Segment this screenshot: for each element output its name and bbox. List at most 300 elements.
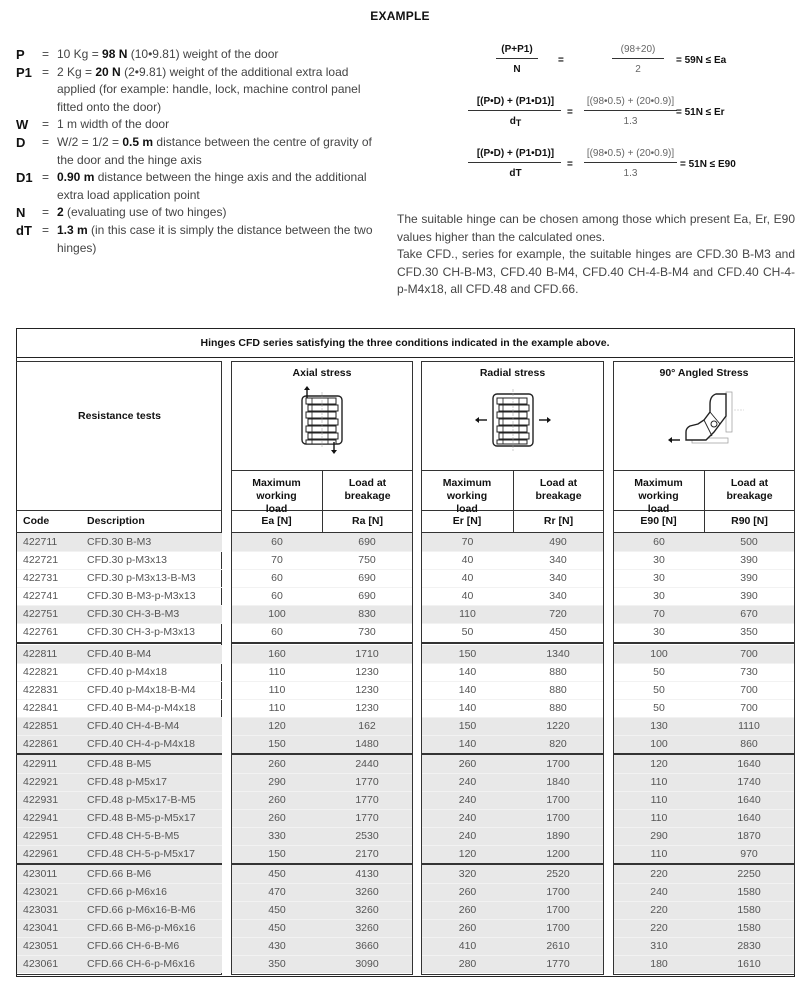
table-row	[614, 569, 794, 587]
definition-item	[16, 116, 386, 134]
table-row	[232, 569, 412, 587]
cell-value-working-load: 150	[458, 720, 477, 732]
cell-value-working-load: 260	[268, 812, 286, 824]
cell-value-breakage: 1200	[546, 848, 570, 860]
row-separator	[422, 901, 603, 902]
row-separator	[17, 623, 222, 624]
table-row	[17, 533, 222, 551]
cell-value-breakage: 3090	[355, 958, 379, 970]
cell-value-breakage: 1890	[546, 830, 570, 842]
cell-value-working-load: 410	[458, 940, 477, 952]
definition-symbol: W	[16, 117, 29, 133]
table-row	[17, 791, 222, 809]
cell-description: CFD.40 B-M4	[87, 648, 152, 660]
column-header-e90: E90 [N]	[640, 515, 677, 527]
table-row	[17, 735, 222, 753]
table-row	[422, 937, 603, 955]
table-row	[422, 901, 603, 919]
cell-value-working-load: 180	[650, 958, 668, 970]
cell-value-working-load: 220	[650, 868, 668, 880]
table-row	[614, 845, 794, 863]
row-separator	[17, 937, 222, 938]
cell-value-breakage: 750	[358, 554, 376, 566]
cell-value-breakage: 880	[549, 684, 567, 696]
cell-value-working-load: 150	[458, 648, 477, 660]
cell-code: 422911	[23, 758, 58, 770]
table-row	[422, 569, 603, 587]
equals-sign: =	[42, 134, 50, 149]
cell-value-breakage: 1640	[737, 812, 761, 824]
fraction-bar	[584, 162, 677, 163]
row-separator	[614, 955, 794, 956]
row-separator	[232, 845, 412, 846]
bold-value: 1.3 m	[57, 222, 88, 237]
cell-value-working-load: 40	[461, 554, 474, 566]
table-row	[17, 663, 222, 681]
cell-value-working-load: 320	[458, 868, 477, 880]
definition-item	[16, 64, 386, 117]
cell-code: 423061	[23, 958, 59, 970]
row-separator	[17, 901, 222, 902]
table-row	[614, 773, 794, 791]
row-separator	[232, 773, 412, 774]
cell-value-breakage: 390	[740, 554, 758, 566]
row-separator	[614, 681, 794, 682]
equals-sign: =	[567, 107, 573, 118]
table-row	[232, 901, 412, 919]
definition-text: 1.3 m (in this case it is simply the distance between the two hinges)	[57, 222, 373, 255]
cell-value-breakage: 690	[358, 572, 376, 584]
cell-value-breakage: 3260	[355, 922, 379, 934]
note-paragraph-1: The suitable hinge can be chosen among those which present Ea, Er, E90 values higher than the calculated ones.	[397, 212, 795, 244]
cell-code: 423041	[23, 922, 59, 934]
cell-code: 422711	[23, 536, 58, 548]
equals-sign: =	[42, 117, 50, 132]
formula-value-denominator: 1.3	[623, 116, 638, 127]
row-separator	[614, 699, 794, 700]
row-separator	[17, 955, 222, 956]
definition-symbol: P	[16, 47, 25, 62]
cell-value-breakage: 1700	[546, 758, 570, 770]
row-separator	[422, 681, 603, 682]
table-row	[614, 955, 794, 973]
cell-value-working-load: 100	[650, 648, 668, 660]
cell-value-working-load: 110	[650, 794, 668, 806]
cell-description: CFD.30 p-M3x13	[87, 554, 167, 566]
cell-description: CFD.48 p-M5x17-B-M5	[87, 794, 196, 806]
cell-value-working-load: 130	[650, 720, 668, 732]
cell-value-working-load: 150	[268, 738, 286, 750]
cell-value-breakage: 1220	[546, 720, 570, 732]
cell-value-breakage: 690	[358, 536, 376, 548]
row-separator	[422, 919, 603, 920]
fraction-bar	[496, 58, 538, 59]
formula-numerator: [(P•D) + (P1•D1)]	[476, 96, 555, 107]
cell-value-working-load: 220	[650, 922, 668, 934]
cell-value-working-load: 70	[271, 554, 283, 566]
cell-description: CFD.48 CH-5-p-M5x17	[87, 848, 195, 860]
cell-value-breakage: 390	[740, 590, 758, 602]
table-row	[232, 663, 412, 681]
equals-sign: =	[42, 47, 50, 61]
table-row	[614, 717, 794, 735]
cell-code: 423011	[23, 868, 58, 880]
cell-value-working-load: 60	[271, 590, 283, 602]
row-separator	[614, 735, 794, 736]
table-row	[614, 937, 794, 955]
cell-value-breakage: 1640	[737, 794, 761, 806]
cell-value-breakage: 730	[358, 626, 376, 638]
table-row	[614, 645, 794, 663]
row-separator	[17, 605, 222, 606]
cell-description: CFD.40 B-M4-p-M4x18	[87, 702, 196, 714]
cell-value-breakage: 1640	[737, 758, 761, 770]
cell-description: CFD.40 p-M4x18-B-M4	[87, 684, 196, 696]
row-separator	[17, 883, 222, 884]
row-separator	[422, 699, 603, 700]
row-separator	[422, 827, 603, 828]
formula-numerator: [(P•D) + (P1•D1)]	[476, 148, 555, 159]
cell-description: CFD.66 B-M6	[87, 868, 152, 880]
table-row	[614, 663, 794, 681]
cell-description: CFD.30 B-M3	[87, 536, 152, 548]
cell-value-working-load: 220	[650, 904, 668, 916]
cell-value-breakage: 1770	[355, 794, 379, 806]
table-row	[614, 919, 794, 937]
selection-note	[397, 211, 795, 299]
cell-value-working-load: 330	[268, 830, 286, 842]
cell-value-working-load: 70	[653, 608, 665, 620]
table-row	[232, 699, 412, 717]
cell-value-working-load: 260	[268, 794, 286, 806]
cell-description: CFD.40 CH-4-p-M4x18	[87, 738, 195, 750]
formula-row	[468, 44, 788, 84]
cell-value-working-load: 100	[650, 738, 668, 750]
row-separator	[614, 937, 794, 938]
cell-value-breakage: 2520	[546, 868, 570, 880]
table-row	[17, 645, 222, 663]
table-row	[232, 681, 412, 699]
cell-value-working-load: 450	[268, 868, 286, 880]
table-row	[17, 865, 222, 883]
table-row	[422, 809, 603, 827]
subheader-max-working-load: Maximum working load	[634, 477, 683, 515]
definition-text: 2 Kg = 20 N (2•9.81) weight of the additional extra load applied (for example: handle, lock, machine control panel fitted onto the door)	[57, 64, 361, 114]
divider	[17, 510, 222, 511]
fraction-bar	[612, 58, 664, 59]
row-separator	[422, 809, 603, 810]
table-row	[17, 901, 222, 919]
column-header-ra: Ra [N]	[352, 515, 383, 527]
row-separator	[232, 937, 412, 938]
column-header-description: Description	[87, 515, 145, 527]
cell-value-working-load: 110	[459, 608, 476, 620]
row-separator	[614, 569, 794, 570]
table-row	[614, 827, 794, 845]
fraction-bar	[468, 110, 561, 111]
table-row	[232, 827, 412, 845]
table-row	[422, 681, 603, 699]
column-header-ea: Ea [N]	[261, 515, 292, 527]
row-separator	[17, 663, 222, 664]
table-row	[422, 645, 603, 663]
cell-value-working-load: 110	[650, 812, 668, 824]
cell-code: 422811	[23, 648, 58, 660]
table-row	[614, 791, 794, 809]
definitions-list	[16, 46, 386, 257]
cell-value-breakage: 1770	[546, 958, 570, 970]
definition-text: 10 Kg = 98 N (10•9.81) weight of the door	[57, 47, 279, 61]
cell-value-working-load: 260	[268, 758, 286, 770]
row-separator	[422, 735, 603, 736]
formula-value-numerator: [(98•0.5) + (20•0.9)]	[586, 148, 675, 159]
cell-value-working-load: 110	[268, 702, 286, 714]
equals-sign: =	[42, 170, 50, 185]
cell-description: CFD.30 p-M3x13-B-M3	[87, 572, 196, 584]
table-row	[17, 699, 222, 717]
row-separator	[422, 663, 603, 664]
cell-value-breakage: 1580	[737, 904, 761, 916]
cell-value-working-load: 30	[653, 554, 665, 566]
definition-text: 1 m width of the door	[57, 117, 170, 132]
cell-description: CFD.66 CH-6-p-M6x16	[87, 958, 195, 970]
cell-value-breakage: 3660	[355, 940, 379, 952]
cell-value-working-load: 240	[458, 812, 477, 824]
row-separator	[17, 717, 222, 718]
definition-text: 2 (evaluating use of two hinges)	[57, 205, 227, 220]
equals-sign: =	[42, 222, 50, 237]
cell-value-breakage: 2170	[355, 848, 379, 860]
cell-value-breakage: 670	[740, 608, 758, 620]
table-row	[422, 735, 603, 753]
cell-value-breakage: 1230	[355, 666, 379, 678]
row-separator	[232, 569, 412, 570]
cell-description: CFD.30 CH-3-B-M3	[87, 608, 180, 620]
table-row	[232, 773, 412, 791]
cell-value-breakage: 1700	[546, 812, 570, 824]
cell-value-working-load: 470	[268, 886, 286, 898]
cell-value-working-load: 260	[458, 758, 477, 770]
cell-value-breakage: 1700	[546, 904, 570, 916]
cell-value-working-load: 30	[653, 626, 665, 638]
row-separator	[614, 827, 794, 828]
table-row	[17, 681, 222, 699]
bold-value: 0.5 m	[122, 134, 154, 149]
cell-value-breakage: 700	[740, 702, 758, 714]
cell-value-breakage: 1740	[737, 776, 761, 788]
cell-value-working-load: 140	[458, 684, 477, 696]
cell-value-breakage: 2250	[737, 868, 761, 880]
table-row	[232, 955, 412, 973]
cell-value-working-load: 120	[458, 848, 477, 860]
formula-denominator: $d_T$	[509, 116, 522, 128]
cell-code: 422861	[23, 738, 59, 750]
cell-value-breakage: 880	[549, 666, 567, 678]
row-separator	[232, 955, 412, 956]
cell-value-working-load: 260	[458, 922, 477, 934]
cell-value-breakage: 1580	[737, 922, 761, 934]
definition-item	[16, 222, 386, 257]
row-separator	[232, 623, 412, 624]
subscript: T	[515, 118, 522, 128]
cell-code: 422921	[23, 776, 59, 788]
row-separator	[232, 699, 412, 700]
row-separator	[232, 809, 412, 810]
row-separator	[614, 587, 794, 588]
cell-value-breakage: 720	[549, 608, 567, 620]
cell-value-breakage: 730	[740, 666, 758, 678]
cell-code: 423031	[23, 904, 59, 916]
formula-value-numerator: (98+20)	[620, 44, 656, 55]
row-separator	[614, 791, 794, 792]
table-row	[422, 955, 603, 973]
table-row	[17, 551, 222, 569]
formula-denominator: dT	[509, 168, 522, 179]
cell-code: 422741	[23, 590, 59, 602]
resistance-tests-label: Resistance tests	[78, 410, 161, 422]
note-paragraph-2: Take CFD., series for example, the suitable hinges are CFD.30 B-M3 and CFD.30 CH-B-M3, CFD.40 B-M4, CFD.40 CH-4-B-M4 and CFD.40 CH-4-p-M4x18, all CFD.48 and CFD.66.	[397, 247, 795, 296]
definition-symbol: D	[16, 134, 26, 150]
cell-value-breakage: 820	[549, 738, 567, 750]
table-row	[422, 755, 603, 773]
table-row	[422, 827, 603, 845]
table-title: Hinges CFD series satisfying the three conditions indicated in the example above.	[17, 329, 793, 358]
row-separator	[422, 773, 603, 774]
cell-value-breakage: 1340	[546, 648, 570, 660]
table-row	[232, 845, 412, 863]
row-separator	[17, 827, 222, 828]
table-row	[614, 809, 794, 827]
cell-code: 422831	[23, 684, 59, 696]
row-separator	[17, 845, 222, 846]
row-separator	[422, 791, 603, 792]
row-separator	[17, 791, 222, 792]
formula-row	[468, 96, 788, 136]
cell-value-working-load: 350	[268, 958, 286, 970]
row-separator	[232, 791, 412, 792]
formula-result: = 51N ≤ E90	[680, 159, 736, 170]
cell-description: CFD.30 CH-3-p-M3x13	[87, 626, 195, 638]
cell-value-breakage: 490	[549, 536, 567, 548]
cell-code: 422751	[23, 608, 59, 620]
cell-value-breakage: 340	[549, 572, 567, 584]
table-row	[614, 883, 794, 901]
row-separator	[422, 883, 603, 884]
formula-denominator: N	[513, 64, 521, 75]
cell-code: 422841	[23, 702, 59, 714]
table-row	[232, 919, 412, 937]
subheader-load-at-breakage: Load at breakage	[344, 477, 391, 502]
cell-description: CFD.66 p-M6x16	[87, 886, 167, 898]
table-row	[232, 755, 412, 773]
cell-value-breakage: 830	[358, 608, 376, 620]
equals-sign: =	[567, 159, 573, 170]
cell-value-working-load: 110	[268, 666, 286, 678]
table-row	[422, 919, 603, 937]
cell-value-working-load: 30	[653, 572, 665, 584]
row-separator	[232, 901, 412, 902]
row-separator	[614, 883, 794, 884]
cell-value-working-load: 110	[650, 776, 668, 788]
table-row	[232, 533, 412, 551]
table-row	[614, 623, 794, 641]
cell-value-breakage: 1700	[546, 886, 570, 898]
cell-value-working-load: 100	[268, 608, 286, 620]
subheader-load-at-breakage: Load at breakage	[726, 477, 773, 502]
axial-stress-icon	[231, 386, 413, 459]
formula-result: = 51N ≤ Er	[676, 107, 725, 118]
formula-row	[468, 148, 788, 188]
definition-item	[16, 46, 386, 64]
table-row	[232, 791, 412, 809]
row-separator	[614, 901, 794, 902]
row-separator	[17, 551, 222, 552]
row-separator	[232, 827, 412, 828]
table-row	[422, 883, 603, 901]
definition-text: 0.90 m distance between the hinge axis and the additional extra load application point	[57, 170, 367, 202]
cell-value-breakage: 390	[740, 572, 758, 584]
table-row	[232, 937, 412, 955]
row-separator	[614, 605, 794, 606]
table-row	[614, 755, 794, 773]
cell-value-breakage: 2530	[355, 830, 379, 842]
cell-value-working-load: 120	[268, 720, 286, 732]
table-row	[614, 865, 794, 883]
cell-code: 422721	[23, 554, 59, 566]
table-row	[17, 919, 222, 937]
bold-value: 20 N	[95, 64, 121, 79]
cell-description: CFD.66 B-M6-p-M6x16	[87, 922, 196, 934]
cell-description: CFD.48 CH-5-B-M5	[87, 830, 180, 842]
table-row	[232, 717, 412, 735]
table-row	[614, 681, 794, 699]
cell-value-working-load: 60	[271, 536, 283, 548]
cell-value-breakage: 1700	[546, 794, 570, 806]
bold-value: 98 N	[102, 47, 128, 61]
cell-value-working-load: 110	[268, 684, 286, 696]
cell-value-working-load: 240	[458, 776, 477, 788]
table-row	[232, 735, 412, 753]
cell-value-working-load: 150	[268, 848, 286, 860]
row-separator	[232, 681, 412, 682]
cell-value-working-load: 240	[458, 794, 477, 806]
row-separator	[422, 955, 603, 956]
table-row	[17, 955, 222, 973]
row-separator	[614, 551, 794, 552]
table-row	[614, 533, 794, 551]
row-separator	[232, 605, 412, 606]
row-separator	[17, 699, 222, 700]
cell-value-breakage: 1770	[355, 776, 379, 788]
subheader-max-working-load: Maximum working load	[442, 477, 492, 515]
cell-value-breakage: 2440	[355, 758, 379, 770]
cell-value-working-load: 240	[458, 830, 477, 842]
cell-value-working-load: 30	[653, 590, 665, 602]
cell-code: 422951	[23, 830, 59, 842]
table-row	[614, 699, 794, 717]
cell-value-breakage: 880	[549, 702, 567, 714]
cell-value-working-load: 140	[458, 738, 477, 750]
definition-symbol: N	[16, 205, 26, 221]
cell-description: CFD.40 p-M4x18	[87, 666, 167, 678]
cell-value-working-load: 50	[653, 666, 665, 678]
table-row	[17, 883, 222, 901]
bold-value: 0.90 m	[57, 170, 95, 185]
cell-value-breakage: 1230	[355, 684, 379, 696]
table-row	[422, 605, 603, 623]
table-row	[422, 587, 603, 605]
table-row	[422, 663, 603, 681]
